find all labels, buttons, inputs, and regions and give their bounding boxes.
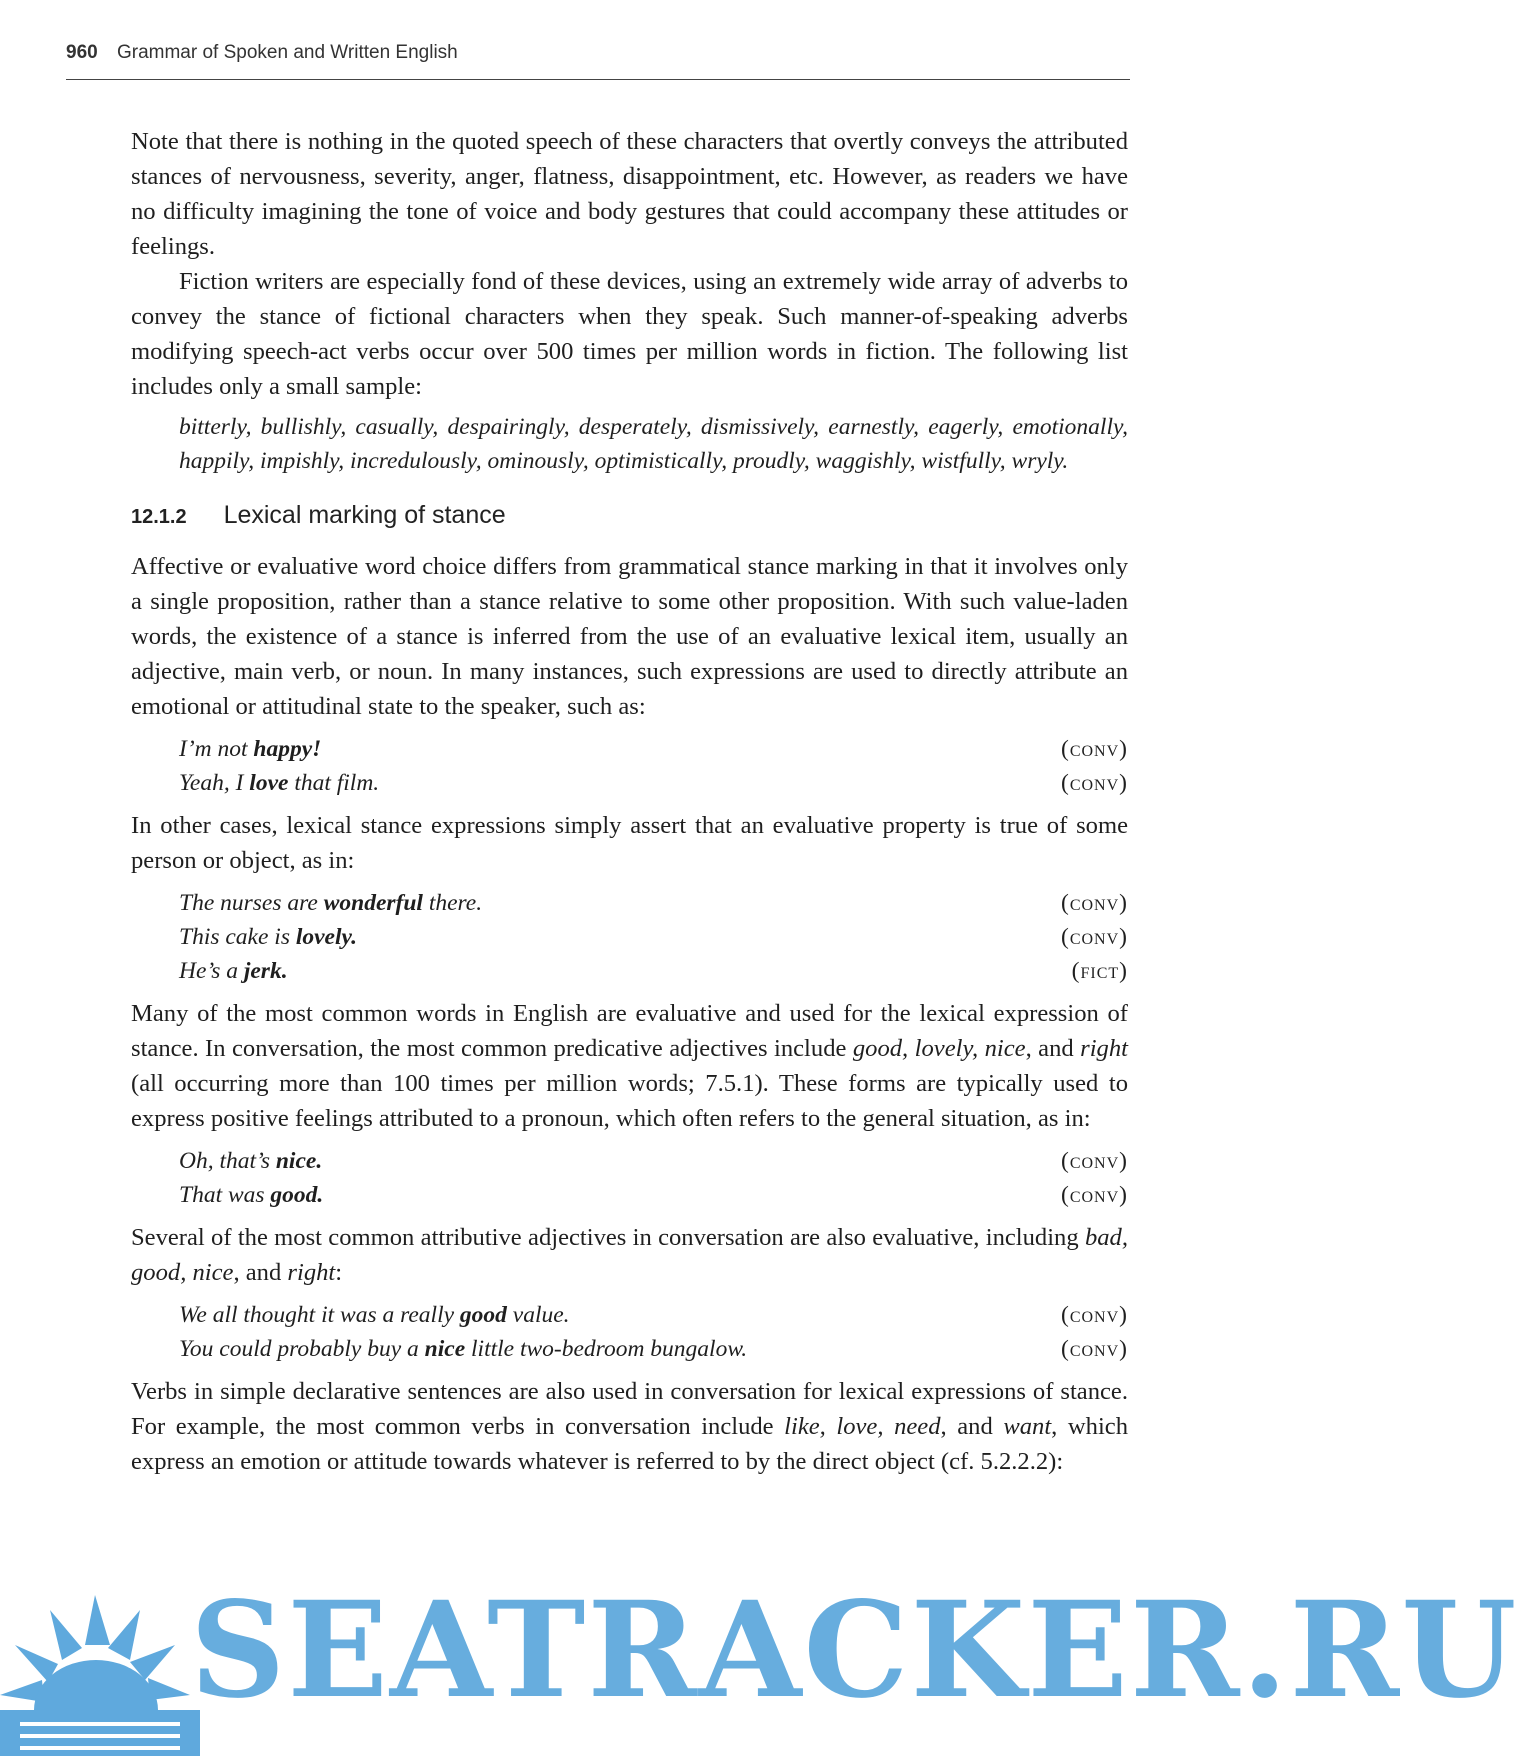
paragraph-1: Note that there is nothing in the quoted speech of these characters that overtly conveys the attributed stances of nervousness, severity, anger, flatness, disappointment, etc. However, as readers we have no difficulty imagining the tone of voice and body gestures that could accompany these attitudes or feelings. [131, 128, 1128, 260]
watermark-text: SEATRACKER.RU [190, 1573, 1518, 1728]
paragraph-4: In other cases, lexical stance expressions simply assert that an evaluative property is true of some person or object, as in: [131, 812, 1128, 874]
example-line: I’m not happy! (conv) [179, 736, 1128, 762]
section-title: Lexical marking of stance [223, 501, 506, 529]
paragraph-2: Fiction writers are especially fond of these devices, using an extremely wide array of adverbs to convey the stance of fictional characters when they speak. Such manner-of-speaking adverbs modifying speech-act verbs occur over 500 times per million words in fiction. The following list includes only a small sample: [131, 268, 1128, 400]
paragraph-3: Affective or evaluative word choice differs from grammatical stance marking in that it involves only a single proposition, rather than a stance relative to some other proposition. With such value-laden words, the existence of a stance is inferred from the use of an evaluative lexical item, usually an adjective, main verb, or noun. In many instances, such expressions are used to directly attribute an emotional or attitudinal state to the speaker, such as: [131, 553, 1128, 720]
paragraph-6: Several of the most common attributive adjectives in conversation are also evaluative, including bad, good, nice, and right: [131, 1224, 1128, 1286]
section-heading [131, 498, 1128, 535]
page-number: 960 [66, 42, 98, 63]
example-line: This cake is lovely. (conv) [179, 924, 1128, 950]
example-group-1 [179, 732, 1128, 800]
example-line: The nurses are wonderful there. (conv) [179, 890, 1128, 916]
example-line: You could probably buy a nice little two-bedroom bungalow. (conv) [179, 1336, 1128, 1362]
example-group-3 [179, 1144, 1128, 1212]
paragraph-5: Many of the most common words in English are evaluative and used for the lexical expression of stance. In conversation, the most common predicative adjectives include good, lovely, nice, and right (all occurring more than 100 times per million words; 7.5.1). These forms are typically used to express positive feelings attributed to a pronoun, which often refers to the general situation, as in: [131, 1000, 1128, 1132]
example-line: Yeah, I love that film. (conv) [179, 770, 1128, 796]
example-line: That was good. (conv) [179, 1182, 1128, 1208]
header-rule [66, 79, 1130, 80]
example-group-4 [179, 1298, 1128, 1366]
section-number: 12.1.2 [131, 506, 187, 528]
running-header [66, 42, 1126, 64]
example-line: Oh, that’s nice. (conv) [179, 1148, 1128, 1174]
book-title: Grammar of Spoken and Written English [116, 42, 458, 63]
example-line: We all thought it was a really good value. (conv) [179, 1302, 1128, 1328]
body-text [131, 124, 1128, 1479]
adverb-list: bitterly, bullishly, casually, despairingly, desperately, dismissively, earnestly, eagerly, emotionally, happily, impishly, incredulously, ominously, optimistically, proudly, waggishly, wistfully, wryly. [179, 414, 1128, 474]
example-line: He’s a jerk. (fict) [179, 958, 1128, 984]
example-group-2 [179, 886, 1128, 988]
paragraph-7: Verbs in simple declarative sentences are also used in conversation for lexical expressions of stance. For example, the most common verbs in conversation include like, love, need, and want, which express an emotion or attitude towards whatever is referred to by the direct object (cf. 5.2.2.2): [131, 1378, 1128, 1475]
